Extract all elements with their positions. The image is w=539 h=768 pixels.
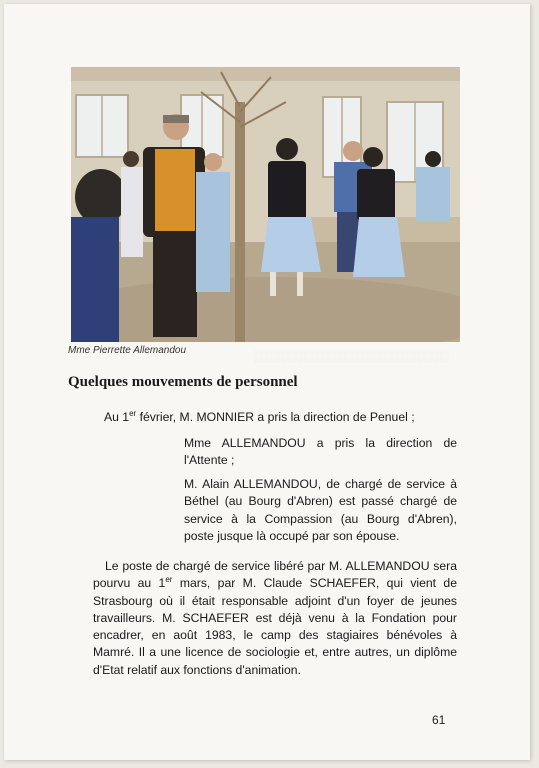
section-heading: Quelques mouvements de personnel: [68, 374, 298, 390]
paragraph-alain-allemandou: M. Alain ALLEMANDOU, de chargé de service à Béthel (au Bourg d'Abren) est passé chargé de service à la Compassion (au Bourg d'Abren), poste jusque là occupé par son épouse.: [184, 477, 457, 543]
page-number: 61: [432, 713, 446, 727]
photo-caption: Mme Pierrette Allemandou: [68, 345, 187, 356]
superscript: er: [129, 408, 137, 418]
text-run: Le poste de chargé de service libéré par M. ALLEMANDOU sera pourvu au 1: [93, 559, 457, 591]
paragraph-schaefer: [93, 558, 457, 679]
superscript: er: [165, 575, 173, 585]
document-page: [4, 4, 530, 760]
photograph: [71, 67, 460, 342]
text-run: février, M. MONNIER a pris la direction de Penuel ;: [136, 410, 415, 424]
text-run: Au 1: [104, 410, 130, 424]
paragraph-mme-allemandou: Mme ALLEMANDOU a pris la direction de l'Attente ;: [184, 436, 457, 468]
paragraph-monnier: [104, 409, 464, 426]
text-run: mars, par M. Claude SCHAEFER, qui vient de Strasbourg où il était responsable adjoint d'un foyer de jeunes travailleurs. M. SCHAEFER est déjà venu à la Fondation pour encadrer, en août 1983, le camp des stagiaires bénévoles à Mamré. Il a une licence de sociologie et, entre autres, un diplôme d'Etat relatif aux fonctions d'animation.: [93, 576, 457, 677]
photo-illustration: [71, 67, 460, 342]
show-through-text: ░░░░░░░░░░░░░░░░░░░░░░░: [254, 349, 450, 363]
